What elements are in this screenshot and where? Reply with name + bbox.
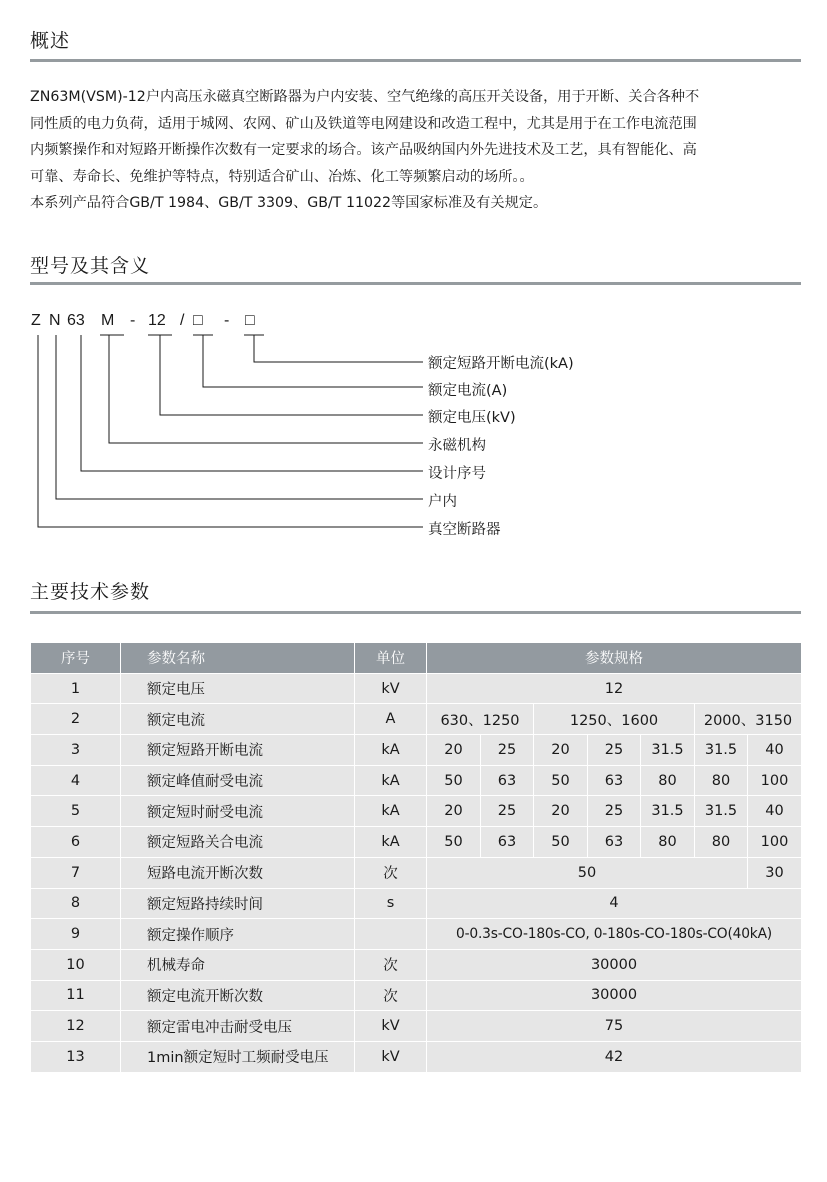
leader-magnetic [109,335,423,443]
row-name: 1min额定短时工频耐受电压 [121,1041,355,1071]
row-value: 40 [748,735,802,766]
row-value: 25 [588,796,641,827]
params-divider [30,611,801,614]
overview-line: ZN63M(VSM)-12户内高压永磁真空断路器为户内安装、空气绝缘的高压开关设备，用于开断、关合各种不 [30,89,700,105]
leader-vacuum [38,335,423,527]
row-unit: kA [355,796,427,827]
row-unit [355,919,427,950]
code-leader-lines [0,300,827,560]
table-row [31,765,802,796]
row-value: 30 [748,857,802,888]
standards-line: 本系列产品符合GB/T 1984、GB/T 3309、GB/T 11022等国家标准及有关规定。 [30,195,548,211]
meaning-indoor: 户内 [428,494,457,510]
code-part-z: Z [31,312,41,329]
row-value: 50 [427,857,748,888]
row-value: 75 [427,1011,802,1042]
leader-indoor [56,335,423,499]
row-name: 额定短路持续时间 [121,888,355,919]
header-no: 序号 [31,643,121,674]
overview-line: 同性质的电力负荷，适用于城网、农网、矿山及铁道等电网建设和改造工程中，尤其是用于在工作电流范围 [30,115,697,132]
row-value: 80 [641,827,695,858]
row-no: 12 [31,1011,121,1042]
row-name: 额定短时耐受电流 [121,796,355,827]
code-part-slash: / [180,312,185,329]
table-row [31,888,802,919]
row-unit: 次 [355,980,427,1011]
row-value: 50 [534,765,588,796]
meaning-rated-voltage: 额定电压(kV) [428,410,516,426]
meaning-magnetic-actuator: 永磁机构 [428,438,486,454]
table-row [31,735,802,766]
row-value: 63 [481,827,534,858]
overview-line: 可靠、寿命长、免维护等特点，特别适合矿山、冶炼、化工等频繁启动的场所。。 [30,168,534,185]
leader-rated-voltage [160,335,423,415]
row-value: 0-0.3s-CO-180s-CO, 0-180s-CO-180s-CO(40kA) [427,919,802,950]
overview-heading: 概述 [30,30,71,52]
row-no: 10 [31,949,121,980]
row-value: 1250、1600 [534,704,695,735]
table-row [31,857,802,888]
row-value: 50 [534,827,588,858]
row-no: 9 [31,919,121,950]
row-value: 25 [481,735,534,766]
model-code-diagram [0,300,827,560]
row-value: 100 [748,765,802,796]
meaning-design-no: 设计序号 [428,466,486,482]
model-heading: 型号及其含义 [30,255,151,277]
table-row [31,827,802,858]
header-name: 参数名称 [121,643,355,674]
row-no: 2 [31,704,121,735]
row-unit: kA [355,827,427,858]
row-value: 31.5 [641,735,695,766]
meaning-vacuum-breaker: 真空断路器 [428,522,501,538]
row-value: 20 [534,735,588,766]
row-name: 额定电压 [121,673,355,704]
row-value: 20 [427,796,481,827]
table-row [31,796,802,827]
row-value: 12 [427,673,802,704]
table-row [31,980,802,1011]
row-no: 3 [31,735,121,766]
row-unit: kA [355,765,427,796]
table-row [31,673,802,704]
code-part-63: 63 [67,312,85,329]
row-value: 630、1250 [427,704,534,735]
leader-rated-current [203,335,423,387]
row-value: 25 [588,735,641,766]
params-table [30,642,802,1072]
leader-breaking-current [254,335,423,362]
table-header-row [31,643,802,674]
row-value: 50 [427,765,481,796]
row-no: 4 [31,765,121,796]
row-value: 80 [641,765,695,796]
row-unit: 次 [355,949,427,980]
row-no: 6 [31,827,121,858]
row-value: 42 [427,1041,802,1071]
table-row [31,949,802,980]
row-unit: 次 [355,857,427,888]
row-value: 40 [748,796,802,827]
row-unit: kA [355,735,427,766]
params-heading: 主要技术参数 [30,581,151,603]
overview-line: 内频繁操作和对短路开断操作次数有一定要求的场合。该产品吸纳国内外先进技术及工艺，具有智能化、高 [30,142,697,158]
row-value: 30000 [427,980,802,1011]
table-row [31,1011,802,1042]
code-part-m: M [101,312,115,329]
model-divider [30,282,801,285]
row-no: 5 [31,796,121,827]
row-unit: kV [355,673,427,704]
meaning-rated-current: 额定电流(A) [428,383,508,399]
code-part-dash: - [224,312,230,329]
row-value: 63 [481,765,534,796]
row-value: 20 [534,796,588,827]
row-unit: s [355,888,427,919]
row-name: 额定操作顺序 [121,919,355,950]
row-name: 额定电流 [121,704,355,735]
row-unit: A [355,704,427,735]
row-value: 100 [748,827,802,858]
row-name: 额定雷电冲击耐受电压 [121,1011,355,1042]
row-value: 80 [695,765,748,796]
row-value: 31.5 [695,735,748,766]
row-value: 80 [695,827,748,858]
row-no: 1 [31,673,121,704]
code-part-n: N [49,312,61,329]
row-no: 7 [31,857,121,888]
row-value: 63 [588,827,641,858]
code-part-dash: - [130,312,136,329]
row-value: 25 [481,796,534,827]
row-value: 2000、3150 [695,704,802,735]
row-name: 额定短路开断电流 [121,735,355,766]
row-value: 50 [427,827,481,858]
row-name: 机械寿命 [121,949,355,980]
row-no: 11 [31,980,121,1011]
row-value: 4 [427,888,802,919]
header-unit: 单位 [355,643,427,674]
row-name: 额定峰值耐受电流 [121,765,355,796]
row-no: 13 [31,1041,121,1071]
row-unit: kV [355,1011,427,1042]
row-value: 63 [588,765,641,796]
table-row [31,1041,802,1071]
table-row [31,919,802,950]
row-name: 额定短路关合电流 [121,827,355,858]
code-part-12: 12 [148,312,166,329]
code-part-breaking-box: □ [245,312,255,329]
table-row [31,704,802,735]
code-part-current-box: □ [193,312,203,329]
row-name: 短路电流开断次数 [121,857,355,888]
meaning-breaking-current: 额定短路开断电流(kA) [428,356,574,372]
overview-paragraph [30,84,820,217]
leader-design-no [81,335,423,471]
overview-divider [30,59,801,62]
row-no: 8 [31,888,121,919]
row-value: 31.5 [695,796,748,827]
row-value: 31.5 [641,796,695,827]
row-unit: kV [355,1041,427,1071]
header-spec: 参数规格 [427,643,802,674]
row-value: 20 [427,735,481,766]
row-name: 额定电流开断次数 [121,980,355,1011]
row-value: 30000 [427,949,802,980]
